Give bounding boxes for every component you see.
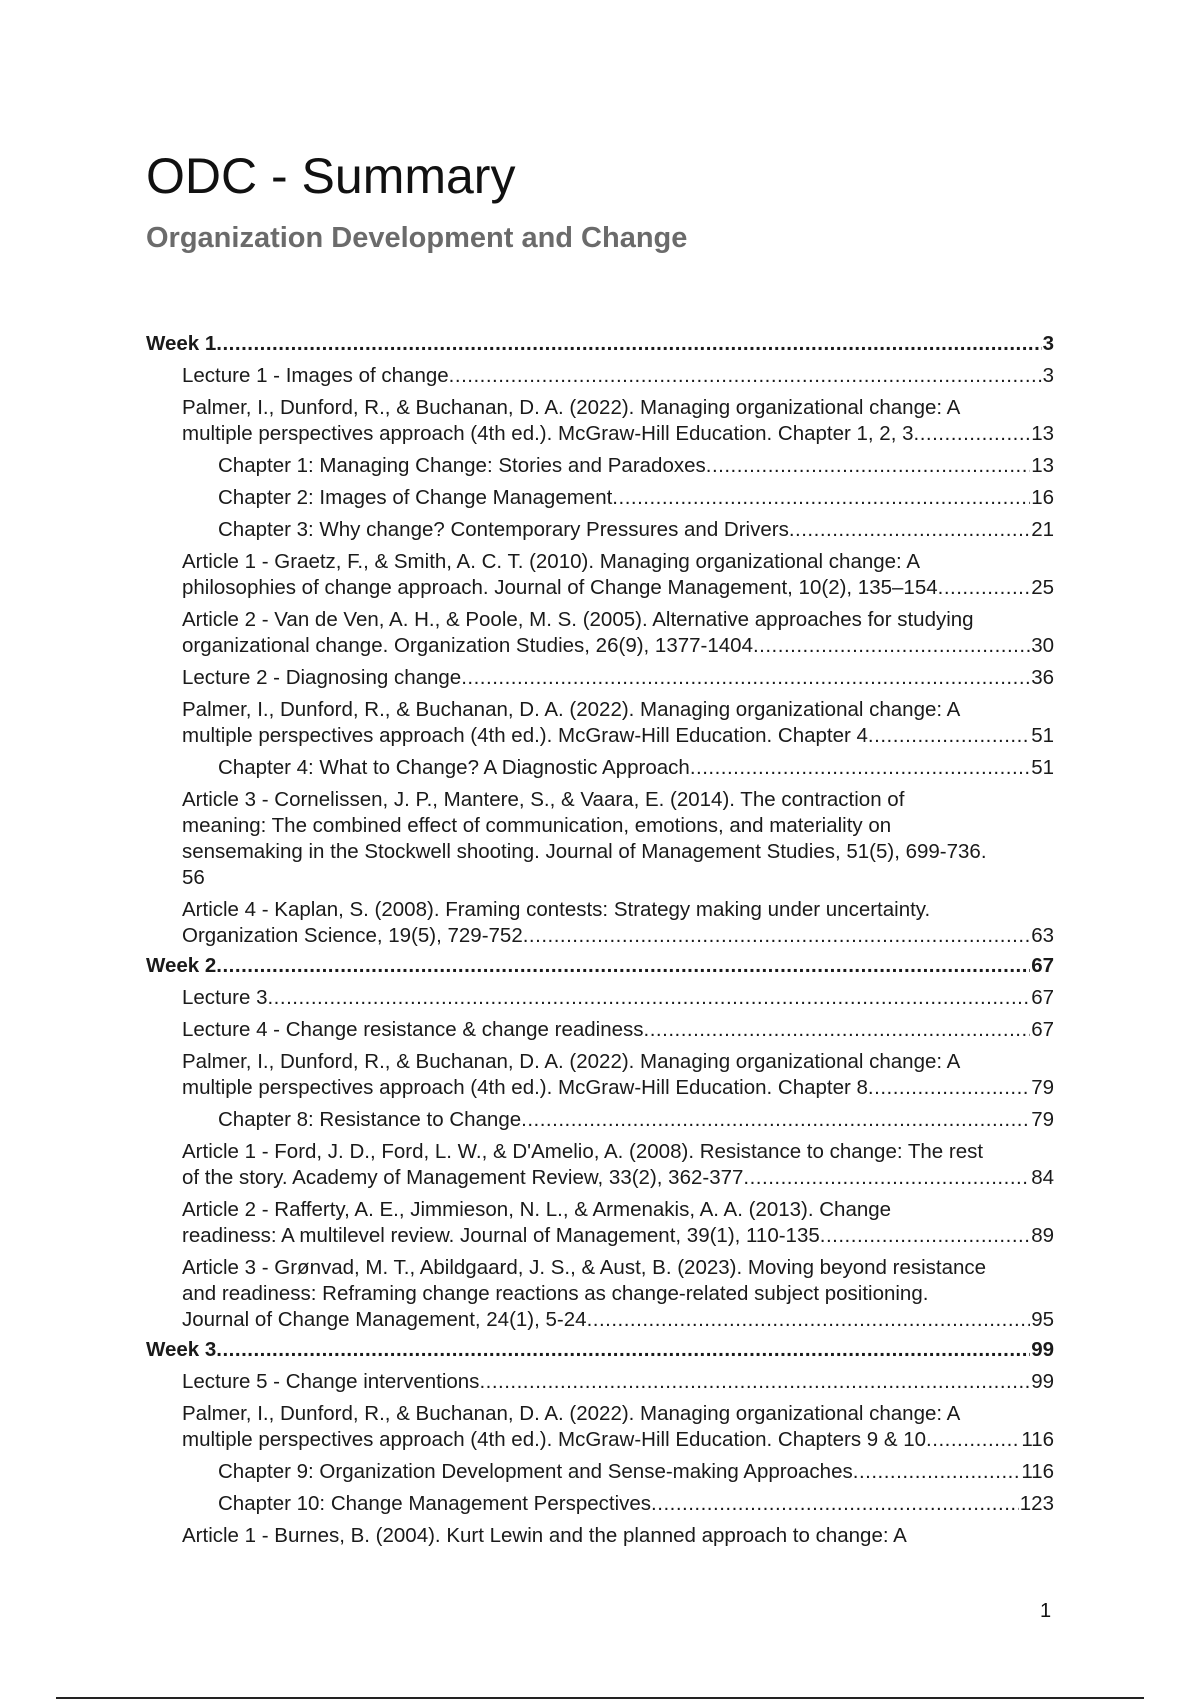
toc-dot-leader <box>938 575 1031 601</box>
toc-entry-text-line: Week 3 <box>146 1338 217 1361</box>
toc-page-number: 13 <box>1031 422 1054 445</box>
toc-page-number: 89 <box>1031 1224 1054 1247</box>
toc-page-number: 36 <box>1031 666 1054 689</box>
toc-entry-text-line: sensemaking in the Stockwell shooting. Journal of Management Studies, 51(5), 699-736. <box>182 840 987 863</box>
toc-page-number: 21 <box>1031 518 1054 541</box>
toc-page-number: 13 <box>1031 454 1054 477</box>
toc-entry-text-line: multiple perspectives approach (4th ed.). McGraw-Hill Education. Chapter 8 <box>182 1076 868 1099</box>
toc-page-number: 16 <box>1031 486 1054 509</box>
toc-entry-text-line: Chapter 3: Why change? Contemporary Pressures and Drivers <box>218 518 789 541</box>
toc-dot-leader <box>651 1491 1019 1517</box>
toc-entry[interactable] <box>182 665 1054 691</box>
toc-page-number: 51 <box>1031 756 1054 779</box>
toc-entry-text-line: Article 3 - Cornelissen, J. P., Mantere, S., & Vaara, E. (2014). The contraction of <box>182 788 905 811</box>
toc-dot-leader <box>853 1459 1021 1485</box>
toc-entry-text-line: Chapter 9: Organization Development and Sense-making Approaches <box>218 1460 853 1483</box>
toc-entry-text-line: and readiness: Reframing change reactions as change-related subject positioning. <box>182 1282 929 1305</box>
toc-dot-leader <box>216 953 1030 979</box>
toc-chapter-entry[interactable] <box>218 1491 1054 1517</box>
toc-dot-leader <box>461 665 1030 691</box>
toc-page-number: 84 <box>1031 1166 1054 1189</box>
toc-entry-text-line: multiple perspectives approach (4th ed.). McGraw-Hill Education. Chapters 9 & 10 <box>182 1428 927 1451</box>
toc-page-number: 67 <box>1031 1018 1054 1041</box>
toc-entry-text-line: philosophies of change approach. Journal of Change Management, 10(2), 135–154 <box>182 576 938 599</box>
toc-entry-text-line: Journal of Change Management, 24(1), 5-24 <box>182 1308 587 1331</box>
toc-dot-leader <box>753 633 1030 659</box>
toc-page-number: 79 <box>1031 1076 1054 1099</box>
toc-dot-leader <box>868 723 1030 749</box>
toc-entry[interactable] <box>182 697 1054 749</box>
toc-entry-text-line: Palmer, I., Dunford, R., & Buchanan, D. A. (2022). Managing organizational change: A <box>182 396 961 419</box>
toc-entry[interactable] <box>182 1017 1054 1043</box>
toc-entry[interactable] <box>182 1369 1054 1395</box>
toc-page-number: 56 <box>182 866 205 889</box>
toc-entry[interactable] <box>182 897 1054 949</box>
toc-page-number: 116 <box>1021 1428 1054 1451</box>
toc-entry-text-line: Palmer, I., Dunford, R., & Buchanan, D. A. (2022). Managing organizational change: A <box>182 698 961 721</box>
toc-entry[interactable] <box>182 1139 1054 1191</box>
toc-dot-leader <box>267 985 1030 1011</box>
toc-entry-text-line: multiple perspectives approach (4th ed.). McGraw-Hill Education. Chapter 1, 2, 3 <box>182 422 914 445</box>
toc-dot-leader <box>216 331 1041 357</box>
toc-entry-text-line: Lecture 3 <box>182 986 268 1009</box>
toc-entry-text-line: Chapter 1: Managing Change: Stories and Paradoxes <box>218 454 706 477</box>
toc-entry-text-line: meaning: The combined effect of communication, emotions, and materiality on <box>182 814 892 837</box>
page-title: ODC - Summary <box>146 148 516 204</box>
toc-dot-leader <box>216 1337 1030 1363</box>
toc-dot-leader <box>820 1223 1030 1249</box>
toc-week-entry[interactable] <box>146 953 1054 979</box>
toc-page-number: 79 <box>1031 1108 1054 1131</box>
toc-entry-text-line: Lecture 1 - Images of change <box>182 364 449 387</box>
toc-chapter-entry[interactable] <box>218 517 1054 543</box>
toc-dot-leader <box>926 1427 1020 1453</box>
toc-entry-text-line: Chapter 8: Resistance to Change <box>218 1108 522 1131</box>
toc-entry-text-line: Palmer, I., Dunford, R., & Buchanan, D. A. (2022). Managing organizational change: A <box>182 1050 961 1073</box>
toc-dot-leader <box>644 1017 1031 1043</box>
toc-entry-text-line: organizational change. Organization Studies, 26(9), 1377-1404 <box>182 634 753 657</box>
table-of-contents <box>146 327 1054 1549</box>
toc-entry[interactable] <box>182 607 1054 659</box>
toc-page-number: 67 <box>1031 986 1054 1009</box>
toc-entry-text-line: Article 4 - Kaplan, S. (2008). Framing contests: Strategy making under uncertainty. <box>182 898 931 921</box>
toc-dot-leader <box>449 363 1042 389</box>
toc-entry-text-line: Article 3 - Grønvad, M. T., Abildgaard, J. S., & Aust, B. (2023). Moving beyond resistance <box>182 1256 987 1279</box>
toc-entry-text-line: Article 1 - Burnes, B. (2004). Kurt Lewin and the planned approach to change: A <box>182 1524 907 1547</box>
toc-page-number: 3 <box>1042 332 1054 355</box>
toc-dot-leader <box>690 755 1030 781</box>
toc-page-number: 51 <box>1031 724 1054 747</box>
toc-entry-text-line: Lecture 2 - Diagnosing change <box>182 666 462 689</box>
toc-dot-leader <box>789 517 1030 543</box>
toc-page-number: 99 <box>1031 1338 1054 1361</box>
toc-entry[interactable] <box>182 1523 1054 1549</box>
toc-entry-text-line: Chapter 2: Images of Change Management <box>218 486 613 509</box>
toc-entry[interactable] <box>182 1401 1054 1453</box>
toc-entry[interactable] <box>182 985 1054 1011</box>
page-subtitle: Organization Development and Change <box>146 222 688 254</box>
toc-entry-text-line: of the story. Academy of Management Review, 33(2), 362-377 <box>182 1166 744 1189</box>
toc-dot-leader <box>868 1075 1030 1101</box>
toc-page-number: 95 <box>1031 1308 1054 1331</box>
toc-dot-leader <box>479 1369 1030 1395</box>
toc-entry[interactable] <box>182 363 1054 389</box>
toc-entry[interactable] <box>182 1049 1054 1101</box>
toc-entry-text-line: Week 2 <box>146 954 217 977</box>
toc-entry-text-line: Article 1 - Ford, J. D., Ford, L. W., & D'Amelio, A. (2008). Resistance to change: The rest <box>182 1140 984 1163</box>
toc-page-number: 116 <box>1021 1460 1054 1483</box>
toc-entry-text-line: Week 1 <box>146 332 217 355</box>
toc-entry-text-line: Chapter 4: What to Change? A Diagnostic Approach <box>218 756 690 779</box>
toc-page-number: 30 <box>1031 634 1054 657</box>
toc-chapter-entry[interactable] <box>218 1459 1054 1485</box>
toc-page-number: 3 <box>1042 364 1054 387</box>
toc-entry[interactable] <box>182 1197 1054 1249</box>
toc-entry-text-line: multiple perspectives approach (4th ed.). McGraw-Hill Education. Chapter 4 <box>182 724 868 747</box>
toc-dot-leader <box>743 1165 1030 1191</box>
toc-dot-leader <box>612 485 1030 511</box>
toc-entry-text-line: Lecture 5 - Change interventions <box>182 1370 480 1393</box>
toc-dot-leader <box>523 923 1030 949</box>
toc-page-number: 99 <box>1031 1370 1054 1393</box>
toc-entry-text-line: Article 2 - Van de Ven, A. H., & Poole, M. S. (2005). Alternative approaches for studying <box>182 608 974 631</box>
toc-entry-text-line: Chapter 10: Change Management Perspectives <box>218 1492 652 1515</box>
toc-chapter-entry[interactable] <box>218 755 1054 781</box>
toc-entry[interactable] <box>182 787 1054 891</box>
toc-dot-leader <box>914 421 1031 447</box>
toc-dot-leader <box>587 1307 1031 1333</box>
toc-entry-text-line: readiness: A multilevel review. Journal of Management, 39(1), 110-135 <box>182 1224 820 1247</box>
toc-page-number: 25 <box>1031 576 1054 599</box>
toc-dot-leader <box>521 1107 1030 1133</box>
toc-chapter-entry[interactable] <box>218 453 1054 479</box>
toc-page-number: 63 <box>1031 924 1054 947</box>
toc-chapter-entry[interactable] <box>218 1107 1054 1133</box>
toc-entry[interactable] <box>182 549 1054 601</box>
toc-entry-text-line: Organization Science, 19(5), 729-752 <box>182 924 523 947</box>
toc-week-entry[interactable] <box>146 331 1054 357</box>
toc-page-number: 67 <box>1031 954 1054 977</box>
toc-entry[interactable] <box>182 395 1054 447</box>
toc-week-entry[interactable] <box>146 1337 1054 1363</box>
page-bottom-rule <box>56 1697 1144 1699</box>
toc-entry-text-line: Palmer, I., Dunford, R., & Buchanan, D. A. (2022). Managing organizational change: A <box>182 1402 961 1425</box>
page-number: 1 <box>1040 1600 1052 1622</box>
toc-entry-text-line: Lecture 4 - Change resistance & change readiness <box>182 1018 644 1041</box>
toc-chapter-entry[interactable] <box>218 485 1054 511</box>
toc-entry[interactable] <box>182 1255 1054 1333</box>
toc-dot-leader <box>706 453 1030 479</box>
toc-entry-text-line: Article 1 - Graetz, F., & Smith, A. C. T. (2010). Managing organizational change: A <box>182 550 920 573</box>
toc-page-number: 123 <box>1019 1492 1054 1515</box>
toc-entry-text-line: Article 2 - Rafferty, A. E., Jimmieson, N. L., & Armenakis, A. A. (2013). Change <box>182 1198 892 1221</box>
